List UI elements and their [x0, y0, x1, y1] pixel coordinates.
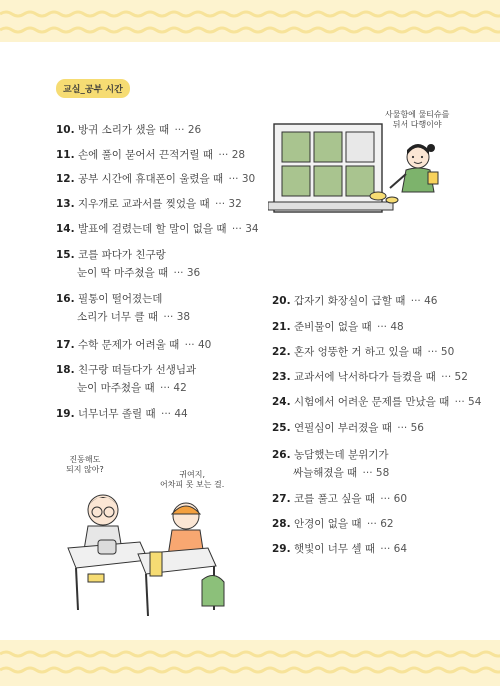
toc-item[interactable] [272, 540, 407, 558]
speech-bubble-girl [160, 470, 224, 490]
toc-item-page: 54 [468, 396, 482, 408]
toc-item-page: 46 [424, 295, 438, 307]
bubble-line: 되지 않아? [66, 465, 104, 474]
toc-item-leader: ··· [376, 543, 394, 555]
toc-item-title: 농담했는데 분위기가 [293, 449, 389, 461]
toc-item[interactable] [272, 419, 424, 437]
toc-item-page: 56 [410, 422, 424, 434]
toc-item-page: 62 [380, 518, 394, 530]
toc-item-number: 15. [56, 249, 75, 261]
toc-item-title: 공부 시간에 휴대폰이 울렸을 때 ··· 30 [77, 173, 256, 185]
toc-item-title: 수학 문제가 어려울 때 ··· 40 [77, 339, 212, 351]
toc-item-page: 52 [454, 371, 468, 383]
toc-item[interactable] [56, 121, 201, 139]
toc-item[interactable] [56, 290, 190, 326]
toc-item-number: 20. [272, 295, 291, 307]
toc-item[interactable] [56, 336, 211, 354]
toc-item-leader: ··· [160, 311, 177, 323]
toc-item[interactable] [272, 318, 404, 336]
toc-item-page: 26 [187, 124, 202, 136]
toc-item-title: 시험에서 어려운 문제를 만났을 때 ··· 54 [293, 396, 482, 408]
toc-item-leader: ··· [225, 173, 242, 185]
toc-item-number: 23. [272, 371, 291, 383]
toc-item-page: 42 [173, 382, 187, 394]
toc-item-title: 소리가 너무 클 때 ··· 38 [77, 311, 191, 323]
toc-item-title: 발표에 걸렸는데 할 말이 없을 때 ··· 34 [77, 223, 259, 235]
toc-item[interactable] [272, 490, 407, 508]
toc-item-number: 26. [272, 449, 291, 461]
toc-item-number: 24. [272, 396, 291, 408]
toc-item-title: 연필심이 부러졌을 때 ··· 56 [293, 422, 424, 434]
toc-item-title: 코를 파다가 친구랑 [77, 249, 166, 261]
toc-item-title: 교과서에 낙서하다가 들켰을 때 ··· 52 [293, 371, 468, 383]
top-stripe-band [0, 0, 500, 42]
toc-item-leader: ··· [373, 321, 391, 333]
toc-item-title: 싸늘해졌을 때 ··· 58 [293, 467, 390, 479]
bubble-line: 진동해도 [69, 455, 101, 464]
toc-item[interactable] [56, 361, 196, 397]
classroom-illustration [58, 470, 228, 620]
toc-item-page: 44 [174, 408, 188, 420]
toc-item-leader: ··· [215, 149, 232, 161]
bubble-line: 귀여지, [179, 470, 205, 479]
toc-item-leader: ··· [359, 467, 376, 479]
toc-item-number: 29. [272, 543, 291, 555]
toc-item-title: 방귀 소리가 샜을 때 ··· 26 [77, 124, 202, 136]
speech-bubble-boy [66, 455, 104, 475]
toc-item-page: 28 [231, 149, 246, 161]
toc-item-leader: ··· [228, 223, 246, 235]
bubble-line: 사물함에 물티슈를 [385, 110, 450, 119]
toc-item-title: 준비물이 없을 때 ··· 48 [293, 321, 404, 333]
toc-item-leader: ··· [181, 339, 198, 351]
toc-item-title: 햇빛이 너무 셀 때 ··· 64 [293, 543, 408, 555]
toc-item-number: 21. [272, 321, 291, 333]
toc-item[interactable] [56, 146, 245, 164]
toc-item-number: 10. [56, 124, 75, 136]
toc-item-number: 22. [272, 346, 291, 358]
toc-item-number: 17. [56, 339, 75, 351]
toc-item[interactable] [272, 343, 454, 361]
toc-item-leader: ··· [171, 124, 188, 136]
toc-item-page: 38 [176, 311, 191, 323]
bubble-line: 어차피 못 보는 걸. [160, 480, 225, 489]
toc-item-number: 19. [56, 408, 75, 420]
toc-item[interactable] [272, 292, 437, 310]
toc-item[interactable] [56, 220, 259, 238]
toc-item-title: 손에 풀이 묻어서 끈적거릴 때 ··· 28 [77, 149, 246, 161]
toc-item-number: 13. [56, 198, 75, 210]
toc-item-title: 눈이 딱 마주쳤을 때 ··· 36 [77, 267, 201, 279]
toc-item-title: 필통이 떨어졌는데 [77, 293, 163, 305]
toc-item-leader: ··· [393, 422, 411, 434]
wave-decoration [0, 26, 500, 34]
toc-item[interactable] [56, 170, 255, 188]
toc-item-number: 12. [56, 173, 75, 185]
bubble-line: 뒤서 다행이야 [392, 120, 442, 129]
toc-item-leader: ··· [424, 346, 441, 358]
toc-item-number: 18. [56, 364, 75, 376]
toc-item-title: 안경이 없을 때 ··· 62 [293, 518, 394, 530]
wave-decoration [0, 666, 500, 674]
toc-item[interactable] [56, 405, 188, 423]
toc-item-page: 64 [393, 543, 408, 555]
toc-item-number: 28. [272, 518, 291, 530]
toc-item-title: 눈이 마주쳤을 때 ··· 42 [77, 382, 187, 394]
toc-item-title: 혼자 엉뚱한 거 하고 있을 때 ··· 50 [293, 346, 455, 358]
speech-bubble-locker [385, 110, 449, 130]
section-tag: 교실_공부 시간 [56, 79, 130, 98]
wave-decoration [0, 10, 500, 18]
toc-item-leader: ··· [170, 267, 187, 279]
toc-item-page: 60 [393, 493, 408, 505]
toc-item-title: 너무너무 졸릴 때 ··· 44 [77, 408, 188, 420]
wave-decoration [0, 650, 500, 658]
toc-item-number: 16. [56, 293, 75, 305]
toc-item-leader: ··· [211, 198, 229, 210]
toc-item-title: 친구랑 떠들다가 선생님과 [77, 364, 197, 376]
toc-item-page: 58 [375, 467, 390, 479]
toc-item-number: 27. [272, 493, 291, 505]
toc-item-leader: ··· [451, 396, 469, 408]
toc-item-leader: ··· [156, 382, 174, 394]
toc-item-leader: ··· [376, 493, 394, 505]
toc-item-page: 32 [228, 198, 242, 210]
toc-item[interactable] [56, 246, 200, 282]
toc-item[interactable] [272, 515, 394, 533]
toc-item-number: 11. [56, 149, 75, 161]
toc-item-leader: ··· [437, 371, 455, 383]
toc-item-number: 14. [56, 223, 75, 235]
toc-item-page: 40 [197, 339, 212, 351]
toc-item-page: 36 [186, 267, 201, 279]
toc-item[interactable] [272, 393, 481, 411]
toc-item-page: 30 [241, 173, 256, 185]
toc-item[interactable] [272, 446, 389, 482]
toc-item-page: 48 [390, 321, 404, 333]
toc-item-leader: ··· [407, 295, 425, 307]
toc-item-title: 코를 풀고 싶을 때 ··· 60 [293, 493, 408, 505]
toc-item-title: 갑자기 화장실이 급할 때 ··· 46 [293, 295, 438, 307]
toc-item[interactable] [56, 195, 242, 213]
bottom-stripe-band [0, 640, 500, 686]
toc-item-leader: ··· [157, 408, 175, 420]
toc-item-title: 지우개로 교과서를 찢었을 때 ··· 32 [77, 198, 242, 210]
toc-item-number: 25. [272, 422, 291, 434]
toc-item-leader: ··· [363, 518, 381, 530]
toc-item-page: 34 [245, 223, 259, 235]
toc-item-page: 50 [440, 346, 455, 358]
toc-item[interactable] [272, 368, 468, 386]
